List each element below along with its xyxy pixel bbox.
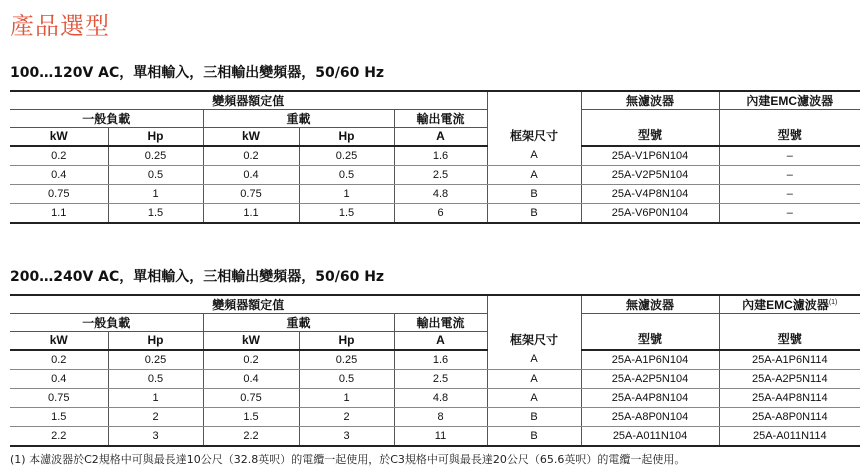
cell: 0.4 <box>10 165 108 184</box>
hp-header: Hp <box>108 128 203 146</box>
cell: 1.5 <box>299 203 394 223</box>
cell: A <box>487 369 581 388</box>
cell: 2 <box>299 407 394 426</box>
cell: 6 <box>394 203 487 223</box>
cell: 25A-A8P0N114 <box>719 407 860 426</box>
cell: 1.5 <box>203 407 299 426</box>
cell: 2.5 <box>394 165 487 184</box>
cell: 0.25 <box>108 350 203 370</box>
cell: 0.5 <box>108 369 203 388</box>
section-heading-200-240v: 200…240V AC，單相輸入，三相輸出變頻器，50/60 Hz <box>10 269 385 285</box>
cell: 1 <box>108 184 203 203</box>
cell: 0.75 <box>10 388 108 407</box>
cell: 1.1 <box>203 203 299 223</box>
cell: – <box>719 146 860 166</box>
cell: 0.2 <box>203 350 299 370</box>
cell: 0.75 <box>203 388 299 407</box>
cell: 25A-A2P5N104 <box>581 369 719 388</box>
cell: 3 <box>108 426 203 446</box>
amps-header: A <box>394 332 487 350</box>
cell: A <box>487 165 581 184</box>
cell: B <box>487 407 581 426</box>
section-heading-100-120v: 100…120V AC，單相輸入，三相輸出變頻器，50/60 Hz <box>10 65 385 81</box>
cell: 25A-A1P6N114 <box>719 350 860 370</box>
cell: B <box>487 184 581 203</box>
cell: 1.1 <box>10 203 108 223</box>
cell: – <box>719 165 860 184</box>
rating-group-header: 變頻器額定值 <box>10 295 487 314</box>
cell: 1 <box>108 388 203 407</box>
cell: B <box>487 203 581 223</box>
kw-header: kW <box>10 332 108 350</box>
spec-table-100-120v <box>10 90 860 224</box>
table-row <box>10 426 860 446</box>
cell: 1.5 <box>108 203 203 223</box>
cell: 25A-A2P5N114 <box>719 369 860 388</box>
cell: 0.75 <box>10 184 108 203</box>
cell: 0.25 <box>299 350 394 370</box>
table-row <box>10 407 860 426</box>
cell: 3 <box>299 426 394 446</box>
table-row <box>10 203 860 223</box>
hp-heavy-header: Hp <box>299 332 394 350</box>
cell: 0.5 <box>299 369 394 388</box>
frame-size-header: 框架尺寸 <box>487 91 581 146</box>
model-no-emc-header: 型號 <box>719 314 860 350</box>
amps-header: A <box>394 128 487 146</box>
frame-size-header: 框架尺寸 <box>487 295 581 350</box>
no-filter-header: 無濾波器 <box>581 295 719 314</box>
cell: 2 <box>108 407 203 426</box>
cell: 0.25 <box>299 146 394 166</box>
kw-header: kW <box>10 128 108 146</box>
cell: 0.2 <box>10 146 108 166</box>
hp-heavy-header: Hp <box>299 128 394 146</box>
cell: 25A-A011N114 <box>719 426 860 446</box>
no-filter-header: 無濾波器 <box>581 91 719 110</box>
cell: 25A-A1P6N104 <box>581 350 719 370</box>
model-no-emc-header: 型號 <box>719 110 860 146</box>
footnote: (1) 本濾波器於C2規格中可與最長達10公尺（32.8英呎）的電纜一起使用，於C3規格中可與最長達20公尺（65.6英呎）的電纜一起使用。 <box>10 453 686 466</box>
output-current-header: 輸出電流 <box>394 314 487 332</box>
table-row <box>10 369 860 388</box>
normal-duty-header: 一般負載 <box>10 110 203 128</box>
emc-filter-label: 內建EMC濾波器 <box>742 298 829 312</box>
cell: A <box>487 146 581 166</box>
cell: A <box>487 388 581 407</box>
table-row <box>10 184 860 203</box>
hp-header: Hp <box>108 332 203 350</box>
table-row <box>10 388 860 407</box>
table-row <box>10 165 860 184</box>
cell: 1.6 <box>394 350 487 370</box>
cell: 25A-V2P5N104 <box>581 165 719 184</box>
heavy-duty-header: 重載 <box>203 314 394 332</box>
cell: – <box>719 203 860 223</box>
cell: 2.2 <box>203 426 299 446</box>
cell: 25A-A011N104 <box>581 426 719 446</box>
cell: 0.2 <box>203 146 299 166</box>
rating-group-header: 變頻器額定值 <box>10 91 487 110</box>
table-row <box>10 350 860 370</box>
emc-filter-header <box>719 295 860 314</box>
cell: 1 <box>299 184 394 203</box>
cell: 25A-V6P0N104 <box>581 203 719 223</box>
cell: 4.8 <box>394 184 487 203</box>
model-no-header: 型號 <box>581 110 719 146</box>
cell: 25A-A8P0N104 <box>581 407 719 426</box>
cell: 0.5 <box>108 165 203 184</box>
normal-duty-header: 一般負載 <box>10 314 203 332</box>
page-title: 產品選型 <box>10 12 110 40</box>
emc-filter-label: 內建EMC濾波器 <box>746 94 834 108</box>
cell: 2.5 <box>394 369 487 388</box>
cell: 8 <box>394 407 487 426</box>
cell: 0.75 <box>203 184 299 203</box>
cell: 0.4 <box>203 369 299 388</box>
cell: 25A-V4P8N104 <box>581 184 719 203</box>
cell: 1 <box>299 388 394 407</box>
heavy-duty-header: 重載 <box>203 110 394 128</box>
cell: 11 <box>394 426 487 446</box>
cell: B <box>487 426 581 446</box>
cell: 0.25 <box>108 146 203 166</box>
cell: 2.2 <box>10 426 108 446</box>
cell: 25A-A4P8N104 <box>581 388 719 407</box>
cell: A <box>487 350 581 370</box>
cell: 0.4 <box>10 369 108 388</box>
cell: 1.5 <box>10 407 108 426</box>
cell: 25A-A4P8N114 <box>719 388 860 407</box>
table-row <box>10 146 860 166</box>
cell: – <box>719 184 860 203</box>
cell: 0.5 <box>299 165 394 184</box>
kw-heavy-header: kW <box>203 128 299 146</box>
emc-footnote-mark: (1) <box>828 299 838 306</box>
cell: 1.6 <box>394 146 487 166</box>
spec-table-200-240v <box>10 294 860 447</box>
model-no-header: 型號 <box>581 314 719 350</box>
cell: 4.8 <box>394 388 487 407</box>
emc-filter-header <box>719 91 860 110</box>
cell: 0.4 <box>203 165 299 184</box>
output-current-header: 輸出電流 <box>394 110 487 128</box>
kw-heavy-header: kW <box>203 332 299 350</box>
cell: 25A-V1P6N104 <box>581 146 719 166</box>
cell: 0.2 <box>10 350 108 370</box>
